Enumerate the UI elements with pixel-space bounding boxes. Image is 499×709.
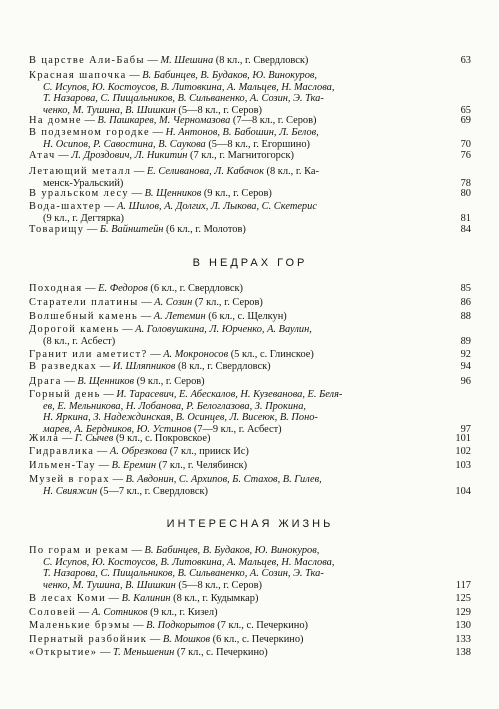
page-number: 88 [460, 311, 471, 322]
toc-entry-line [29, 361, 471, 373]
entry-title: Атач [29, 150, 56, 161]
entry-title: По горам и рекам [29, 545, 129, 556]
toc-entry [29, 188, 471, 200]
entry-authors: А. Летемин [153, 311, 206, 322]
page-number: 130 [455, 620, 471, 631]
entry-text [29, 634, 303, 646]
entry-authors: Т. Назарова, С. Пищальников, В. Сильваненко, А. Созин, Э. Тка- [43, 568, 324, 579]
entry-title: В уральском лесу [29, 188, 129, 199]
entry-authors: С. Исупов, Ю. Костоусов, В. Литовкина, А. Мальцев, Н. Маслова, [43, 81, 335, 93]
toc-entry-line [29, 150, 471, 162]
entry-authors: И. Шляпников [112, 361, 176, 372]
toc-entry-line [29, 647, 471, 659]
toc-entry [29, 201, 471, 224]
entry-text [29, 361, 271, 373]
entry-dash: — [147, 633, 163, 645]
entry-dash: — [55, 150, 72, 161]
toc-entry-line [29, 324, 471, 336]
entry-note: (7 кл., г. Магнитогорск) [187, 150, 294, 161]
page-number: 103 [455, 460, 471, 471]
toc-entry [29, 460, 471, 472]
entry-text [29, 213, 124, 225]
toc-entry-line [29, 634, 471, 646]
entry-text [29, 401, 306, 413]
entry-authors: М. Шешина [160, 55, 214, 66]
entry-text [29, 55, 308, 67]
entry-text [29, 568, 324, 580]
entry-authors: Б. Вайнштейн [99, 224, 164, 235]
page-number: 117 [455, 579, 471, 591]
entry-authors: В. Авдонин, С. Архипов, Б. Стахов, В. Гилев, [125, 474, 322, 485]
entry-authors: марев, А. Бердников, Ю. Устинов [43, 423, 192, 435]
entry-text [29, 150, 294, 162]
entry-note: (7 кл., г. Челябинск) [156, 460, 248, 471]
entry-title: Музей в горах [29, 474, 110, 485]
toc-entry-line [29, 297, 471, 309]
section-heading: ИНТЕРЕСНАЯ ЖИЗНЬ [166, 518, 334, 530]
entry-title: В подземном городке [29, 127, 150, 138]
toc-entry-line [29, 486, 471, 498]
toc-entry-line [29, 311, 471, 323]
entry-title: Красная шапочка [29, 70, 127, 81]
entry-note: (9 кл., г. Серов) [134, 376, 205, 387]
entry-note: (6 кл., с. Печеркино) [210, 633, 304, 645]
toc-entry-line [29, 607, 471, 619]
entry-title: Товарищу [29, 224, 85, 235]
section-heading: В НЕДРАХ ГОР [192, 257, 308, 269]
entry-dash: — [130, 620, 147, 631]
toc-entry [29, 545, 471, 591]
entry-authors: А. Созин [154, 297, 193, 308]
entry-note: (7 кл., с. Печеркино) [214, 620, 308, 631]
toc-entry-line [29, 389, 471, 401]
entry-authors: Т. Меньшенин [112, 647, 175, 658]
toc-entry-line [29, 283, 471, 295]
entry-authors: Г. Сычев [74, 433, 114, 444]
entry-authors: Н. Яркина, З. Надеждинская, В. Осинцев, Л. Висеюк, В. Поно- [43, 412, 318, 423]
entry-dash: — [128, 545, 145, 556]
entry-text [29, 311, 287, 323]
entry-note: (5—8 кл., г. Егоршино) [205, 138, 311, 150]
page-number: 104 [455, 485, 471, 497]
entry-note: (8 кл., г. Кудымкар) [170, 593, 259, 604]
toc-entry-line [29, 545, 471, 557]
entry-authors: В. Калинин [121, 593, 171, 604]
entry-title: В лесах Коми [29, 593, 107, 604]
toc-entry [29, 634, 471, 646]
entry-text [29, 474, 322, 486]
entry-title: Дорогой камень [29, 324, 120, 335]
page-number: 85 [460, 283, 471, 294]
toc-entry [29, 70, 471, 116]
toc-entry [29, 620, 471, 632]
toc-entry-line [29, 412, 471, 424]
entry-dash: — [147, 349, 164, 360]
entry-text [29, 70, 317, 82]
entry-title: Горный день [29, 389, 101, 400]
entry-authors: ченко, М. Тушина, В. Шишкин [43, 104, 176, 116]
entry-text [29, 324, 312, 336]
entry-dash: — [101, 201, 118, 212]
entry-dash: — [126, 70, 143, 81]
toc-entry [29, 647, 471, 659]
entry-dash: — [144, 55, 161, 66]
toc-entry [29, 283, 471, 295]
entry-authors: В. Щенников [77, 376, 135, 387]
entry-note: (8 кл., г. Свердловск) [175, 361, 271, 372]
entry-title: Походная [29, 283, 83, 294]
entry-authors: В. Подкорытов [146, 620, 215, 631]
entry-note: (7—9 кл., г. Асбест) [191, 423, 282, 435]
entry-note: (6 кл., г. Свердловск) [147, 283, 244, 294]
entry-authors: Т. Назарова, С. Пищальников, В. Сильваненко, А. Созин, Э. Тка- [43, 93, 324, 104]
entry-title: Гранит или аметист? [29, 349, 148, 360]
toc-entry-line [29, 224, 471, 236]
toc-entry [29, 297, 471, 309]
entry-note: (8 кл., г. Свердловск) [213, 55, 309, 66]
toc-entry [29, 446, 471, 458]
entry-title: В царстве Али-Бабы [29, 55, 145, 66]
page-number: 63 [460, 55, 471, 66]
toc-entry-line [29, 213, 471, 225]
toc-entry [29, 150, 471, 162]
page-number: 70 [460, 138, 471, 150]
entry-dash: — [138, 297, 155, 308]
entry-text [29, 412, 318, 424]
entry-authors: Е. Селиванова, Л. Кабачок [146, 166, 264, 177]
page-number: 133 [455, 633, 471, 645]
entry-note: (7 кл., с. Печеркино) [174, 647, 268, 658]
toc-entry [29, 389, 471, 435]
entry-authors: В. Щенников [144, 188, 202, 199]
entry-authors: А. Сотников [91, 606, 148, 618]
toc-entry-line [29, 460, 471, 472]
entry-authors: ченко, М. Тушина, В. Шишкин [43, 579, 176, 591]
entry-dash: — [128, 188, 145, 199]
entry-text [29, 446, 249, 458]
entry-dash: — [94, 446, 110, 457]
entry-authors: А. Шилов, А. Долгих, Л. Лыкова, С. Скетерис [117, 201, 317, 212]
toc-entry-line [29, 139, 471, 151]
entry-note: (7 кл., г. Серов) [192, 297, 263, 308]
toc-entry-line [29, 201, 471, 213]
entry-text [29, 580, 262, 592]
toc-entry [29, 361, 471, 373]
entry-title: Вода-шахтер [29, 201, 102, 212]
entry-dash: — [82, 283, 99, 294]
entry-text [29, 620, 308, 632]
page-number: 80 [460, 188, 471, 199]
entry-note: (8 кл., г. Ка- [263, 166, 319, 177]
entry-title: «Открытие» [29, 647, 98, 658]
entry-dash: — [109, 474, 126, 485]
entry-note: (6 кл., с. Щелкун) [205, 311, 287, 322]
entry-authors: Е. Федоров [98, 283, 148, 294]
entry-dash: — [61, 376, 78, 387]
entry-note: менск-Уральский) [43, 177, 124, 189]
entry-text [29, 188, 272, 200]
entry-text [29, 336, 115, 348]
entry-dash: — [97, 647, 113, 658]
entry-dash: — [150, 127, 166, 138]
entry-authors: Н. Осипов, Р. Савостина, В. Саукова [43, 138, 206, 150]
toc-entry [29, 474, 471, 497]
page-number: 129 [455, 606, 471, 618]
toc-entry [29, 433, 471, 445]
entry-title: Пернатый разбойник [29, 633, 148, 645]
entry-title: Гидравлика [29, 446, 95, 457]
toc-entry-line [29, 82, 471, 94]
toc-entry [29, 324, 471, 347]
entry-text [29, 139, 310, 151]
entry-authors: ев, Е. Мельникова, Н. Лобанова, Р. Белоглазова, З. Прокина, [43, 400, 307, 412]
toc-entry-line [29, 401, 471, 413]
page-number: 96 [460, 376, 471, 387]
entry-dash: — [96, 460, 112, 471]
toc-entry [29, 55, 471, 67]
entry-text [29, 297, 263, 309]
entry-dash: — [81, 115, 98, 126]
toc-entry-line [29, 580, 471, 592]
page-number: 97 [460, 423, 471, 435]
entry-dash: — [59, 433, 75, 444]
entry-title: Ильмен-Тау [29, 460, 97, 471]
page-number: 69 [460, 115, 471, 126]
entry-authors: В. Бабинцев, В. Будаков, Ю. Винокуров, [144, 545, 320, 556]
entry-text [29, 607, 218, 619]
page-number: 65 [460, 104, 471, 116]
entry-text [29, 593, 258, 605]
toc-entry [29, 376, 471, 388]
entry-text [29, 349, 314, 361]
toc-entry-line [29, 115, 471, 127]
toc-entry-line [29, 70, 471, 82]
entry-dash: — [119, 324, 136, 335]
toc-entry [29, 311, 471, 323]
entry-authors: В. Мошков [162, 633, 211, 645]
entry-text [29, 557, 334, 569]
toc-entry-line [29, 349, 471, 361]
toc-entry [29, 224, 471, 236]
entry-title: Старатели платины [29, 297, 139, 308]
page-number: 86 [460, 297, 471, 308]
toc-entry [29, 166, 471, 189]
page-number: 76 [460, 150, 471, 161]
entry-text [29, 486, 208, 498]
entry-title: Маленькие брэмы [29, 620, 131, 631]
toc-entry-line [29, 188, 471, 200]
entry-authors: В. Пашкарев, М. Черномазова [97, 115, 231, 126]
entry-dash: — [84, 224, 100, 235]
toc-entry-line [29, 127, 471, 139]
entry-authors: И. Тарасевич, Е. Абескалов, Н. Кузеванова, Е. Беля- [116, 389, 343, 400]
entry-dash: — [138, 311, 154, 322]
entry-note: (9 кл., г. Серов) [201, 188, 272, 199]
page-number: 94 [460, 361, 471, 372]
entry-text [29, 460, 247, 472]
entry-note: (5—7 кл., г. Свердловск) [97, 485, 209, 497]
entry-text [29, 376, 205, 388]
toc-entry-line [29, 433, 471, 445]
entry-text [29, 115, 316, 127]
entry-authors: А. Головушкина, Л. Юрченко, А. Ваулин, [135, 324, 312, 335]
entry-authors: В. Еремин [111, 460, 157, 471]
entry-note: (8 кл., г. Асбест) [43, 335, 116, 347]
entry-authors: А. Обрезкова [109, 446, 168, 457]
entry-title: Драга [29, 376, 62, 387]
toc-entry-line [29, 593, 471, 605]
entry-authors: В. Бабинцев, В. Будаков, Ю. Винокуров, [142, 70, 317, 81]
toc-entry [29, 593, 471, 605]
entry-note: (7—8 кл., г. Серов) [230, 115, 317, 126]
entry-note: (5 кл., с. Глинское) [228, 349, 314, 360]
page-number: 81 [460, 212, 471, 224]
toc-entry [29, 349, 471, 361]
entry-text [29, 283, 243, 295]
entry-dash: — [97, 361, 113, 372]
entry-text [29, 93, 324, 105]
entry-authors: А. Мокроносов [163, 349, 229, 360]
page-number: 89 [460, 335, 471, 347]
entry-text [29, 127, 319, 139]
toc-entry-line [29, 376, 471, 388]
entry-text [29, 82, 334, 94]
page-number: 92 [460, 349, 471, 360]
toc-entry-line [29, 620, 471, 632]
entry-text [29, 201, 317, 213]
entry-note: (5—8 кл., г. Серов) [175, 104, 262, 116]
entry-title: Соловей [29, 606, 77, 618]
toc-entry-line [29, 446, 471, 458]
entry-title: Летающий металл [29, 166, 132, 177]
entry-text [29, 389, 342, 401]
page-number: 125 [455, 593, 471, 604]
entry-note: (9 кл., г. Дегтярка) [43, 212, 124, 224]
entry-note: (9 кл., г. Кизел) [147, 606, 218, 618]
page-number: 138 [455, 647, 471, 658]
toc-entry-line [29, 55, 471, 67]
entry-text [29, 545, 319, 557]
entry-title: На домне [29, 115, 82, 126]
entry-title: Жила [29, 433, 60, 444]
toc-entry [29, 115, 471, 127]
page-number: 78 [460, 177, 471, 189]
entry-authors: Л. Дроздович, Л. Никитин [71, 150, 188, 161]
entry-dash: — [100, 389, 117, 400]
page-number: 84 [460, 224, 471, 235]
entry-note: (6 кл., г. Молотов) [163, 224, 246, 235]
entry-authors: Н. Антонов, В. Бабошин, Л. Белов, [165, 127, 319, 138]
toc-entry-line [29, 557, 471, 569]
entry-title: В разведках [29, 361, 98, 372]
entry-dash: — [76, 606, 92, 618]
toc-entry-line [29, 93, 471, 105]
entry-authors: С. Исупов, Ю. Костоусов, В. Литовкина, А. Мальцев, Н. Маслова, [43, 556, 335, 568]
toc-entry-line [29, 474, 471, 486]
toc-entry-line [29, 166, 471, 178]
entry-authors: Н. Свияжин [43, 485, 98, 497]
entry-text [29, 433, 210, 445]
toc-entry [29, 127, 471, 150]
toc-entry-line [29, 336, 471, 348]
entry-text [29, 647, 268, 659]
toc-entry-line [29, 568, 471, 580]
page-number: 101 [455, 433, 471, 444]
entry-title: Волшебный камень [29, 311, 139, 322]
entry-text [29, 166, 319, 178]
entry-text [29, 224, 246, 236]
entry-note: (5—8 кл., г. Серов) [175, 579, 262, 591]
entry-note: (7 кл., прииск Ис) [167, 446, 249, 457]
entry-dash: — [106, 593, 122, 604]
entry-note: (9 кл., с. Покровское) [113, 433, 211, 444]
toc-entry [29, 607, 471, 619]
entry-dash: — [131, 166, 147, 177]
page-number: 102 [455, 446, 471, 457]
